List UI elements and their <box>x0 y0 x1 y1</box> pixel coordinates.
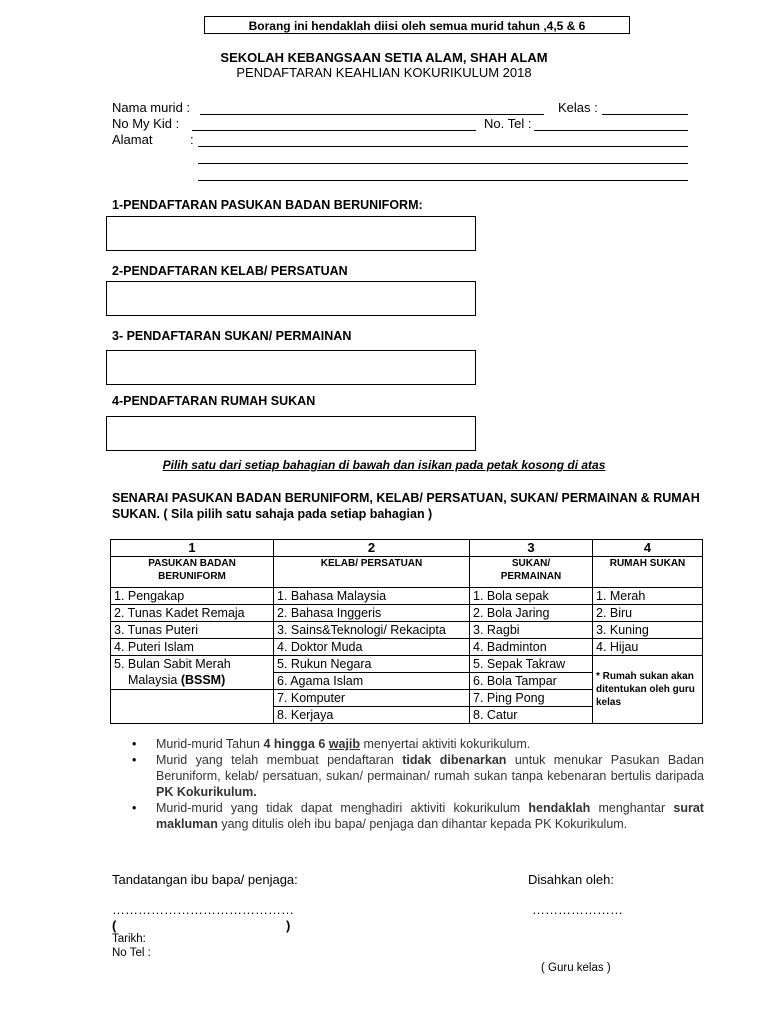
rule-item: • Murid-murid yang tidak dapat menghadiri aktiviti kokurikulum hendaklah menghantar surat makluman yang ditulis oleh ibu bapa/ penjaga dan dihantar kepada PK Kokurikulum. <box>156 800 704 832</box>
uniform-option-bssm: 5. Bulan Sabit Merah Malaysia (BSSM) <box>111 656 274 690</box>
teacher-signature-line[interactable]: ………………… <box>532 902 623 917</box>
sport-option: 2. Bola Jaring <box>470 605 593 622</box>
uniform-option: 2. Tunas Kadet Remaja <box>111 605 274 622</box>
alamat-field-line-3[interactable] <box>198 180 688 181</box>
alamat-field-line-1[interactable] <box>198 146 688 147</box>
paren-close: ) <box>286 918 291 933</box>
sport-option: 6. Bola Tampar <box>470 673 593 690</box>
class-teacher-label: ( Guru kelas ) <box>541 962 611 974</box>
col-number: 3 <box>470 540 593 557</box>
kelas-label: Kelas : <box>558 100 598 115</box>
tarikh-label: Tarikh: <box>112 933 146 945</box>
col-number: 1 <box>111 540 274 557</box>
alamat-field-line-2[interactable] <box>198 163 688 164</box>
approved-label: Disahkan oleh: <box>528 872 614 887</box>
nama-field[interactable] <box>200 114 544 115</box>
section-title-uniform: 1-PENDAFTARAN PASUKAN BADAN BERUNIFORM: <box>112 198 423 212</box>
header-uniform: PASUKAN BADAN BERUNIFORM <box>111 557 274 588</box>
sport-option: 1. Bola sepak <box>470 588 593 605</box>
alamat-colon: : <box>190 132 194 147</box>
sport-option: 3. Ragbi <box>470 622 593 639</box>
sport-option: 7. Ping Pong <box>470 690 593 707</box>
mykid-field[interactable] <box>192 130 476 131</box>
sport-option: 8. Catur <box>470 707 593 724</box>
mykid-label: No My Kid : <box>112 116 180 131</box>
club-option: 3. Sains&Teknologi/ Rekacipta <box>274 622 470 639</box>
house-option: 3. Kuning <box>593 622 703 639</box>
header-club: KELAB/ PERSATUAN <box>274 557 470 588</box>
table-row <box>111 588 703 605</box>
parent-tel-label: No Tel : <box>112 947 151 959</box>
uniform-entry-box[interactable] <box>106 216 476 251</box>
rule-item: • Murid yang telah membuat pendaftaran tidak dibenarkan untuk menukar Pasukan Badan Beruniform, kelab/ persatuan, sukan/ permainan/ rumah sukan tanpa kebenaran bertulis daripada PK Kokurikulum. <box>156 752 704 800</box>
header-house: RUMAH SUKAN <box>593 557 703 588</box>
rule-item: • Murid-murid Tahun 4 hingga 6 wajib menyertai aktiviti kokurikulum. <box>156 736 704 752</box>
sport-option: 4. Badminton <box>470 639 593 656</box>
house-note: * Rumah sukan akan ditentukan oleh guru kelas <box>593 656 703 724</box>
table-header-row <box>111 557 703 588</box>
table-number-row <box>111 540 703 557</box>
instruction-text: Pilih satu dari setiap bahagian di bawah dan isikan pada petak kosong di atas <box>162 458 606 472</box>
club-option: 6. Agama Islam <box>274 673 470 690</box>
tel-label: No. Tel : <box>484 116 532 131</box>
uniform-option: 1. Pengakap <box>111 588 274 605</box>
club-option: 8. Kerjaya <box>274 707 470 724</box>
header-sport: SUKAN/ PERMAINAN <box>470 557 593 588</box>
list-heading: SENARAI PASUKAN BADAN BERUNIFORM, KELAB/ PERSATUAN, SUKAN/ PERMAINAN & RUMAH SUKAN. ( Sila pilih satu sahaja pada setiap bahagian ) <box>112 491 700 521</box>
parent-signature-line[interactable]: …………………………………… <box>112 902 294 917</box>
options-table <box>110 539 703 724</box>
kelas-field[interactable] <box>602 114 688 115</box>
section-title-sport: 3- PENDAFTARAN SUKAN/ PERMAINAN <box>112 329 352 343</box>
uniform-option: 4. Puteri Islam <box>111 639 274 656</box>
table-row <box>111 656 703 673</box>
school-name: SEKOLAH KEBANGSAAN SETIA ALAM, SHAH ALAM <box>220 50 548 65</box>
club-option: 5. Rukun Negara <box>274 656 470 673</box>
col-number: 4 <box>593 540 703 557</box>
section-title-house: 4-PENDAFTARAN RUMAH SUKAN <box>112 394 316 408</box>
house-option: 2. Biru <box>593 605 703 622</box>
sport-entry-box[interactable] <box>106 350 476 385</box>
empty-cell <box>111 707 274 724</box>
paren-open: ( <box>112 918 117 933</box>
alamat-label: Alamat <box>112 132 153 147</box>
club-option: 7. Komputer <box>274 690 470 707</box>
form-notice: Borang ini hendaklah diisi oleh semua murid tahun ,4,5 & 6 <box>204 16 630 34</box>
section-title-club: 2-PENDAFTARAN KELAB/ PERSATUAN <box>112 264 348 278</box>
table-row <box>111 605 703 622</box>
club-entry-box[interactable] <box>106 281 476 316</box>
club-option: 1. Bahasa Malaysia <box>274 588 470 605</box>
uniform-option: 3. Tunas Puteri <box>111 622 274 639</box>
house-entry-box[interactable] <box>106 416 476 451</box>
nama-label: Nama murid : <box>112 100 191 115</box>
club-option: 4. Doktor Muda <box>274 639 470 656</box>
rules-list <box>112 736 704 832</box>
col-number: 2 <box>274 540 470 557</box>
sport-option: 5. Sepak Takraw <box>470 656 593 673</box>
house-option: 1. Merah <box>593 588 703 605</box>
parent-signature-label: Tandatangan ibu bapa/ penjaga: <box>112 872 298 887</box>
tel-field[interactable] <box>534 130 688 131</box>
club-option: 2. Bahasa Inggeris <box>274 605 470 622</box>
table-row <box>111 622 703 639</box>
empty-cell <box>111 690 274 707</box>
form-title: PENDAFTARAN KEAHLIAN KOKURIKULUM 2018 <box>236 65 532 80</box>
house-option: 4. Hijau <box>593 639 703 656</box>
table-row <box>111 639 703 656</box>
